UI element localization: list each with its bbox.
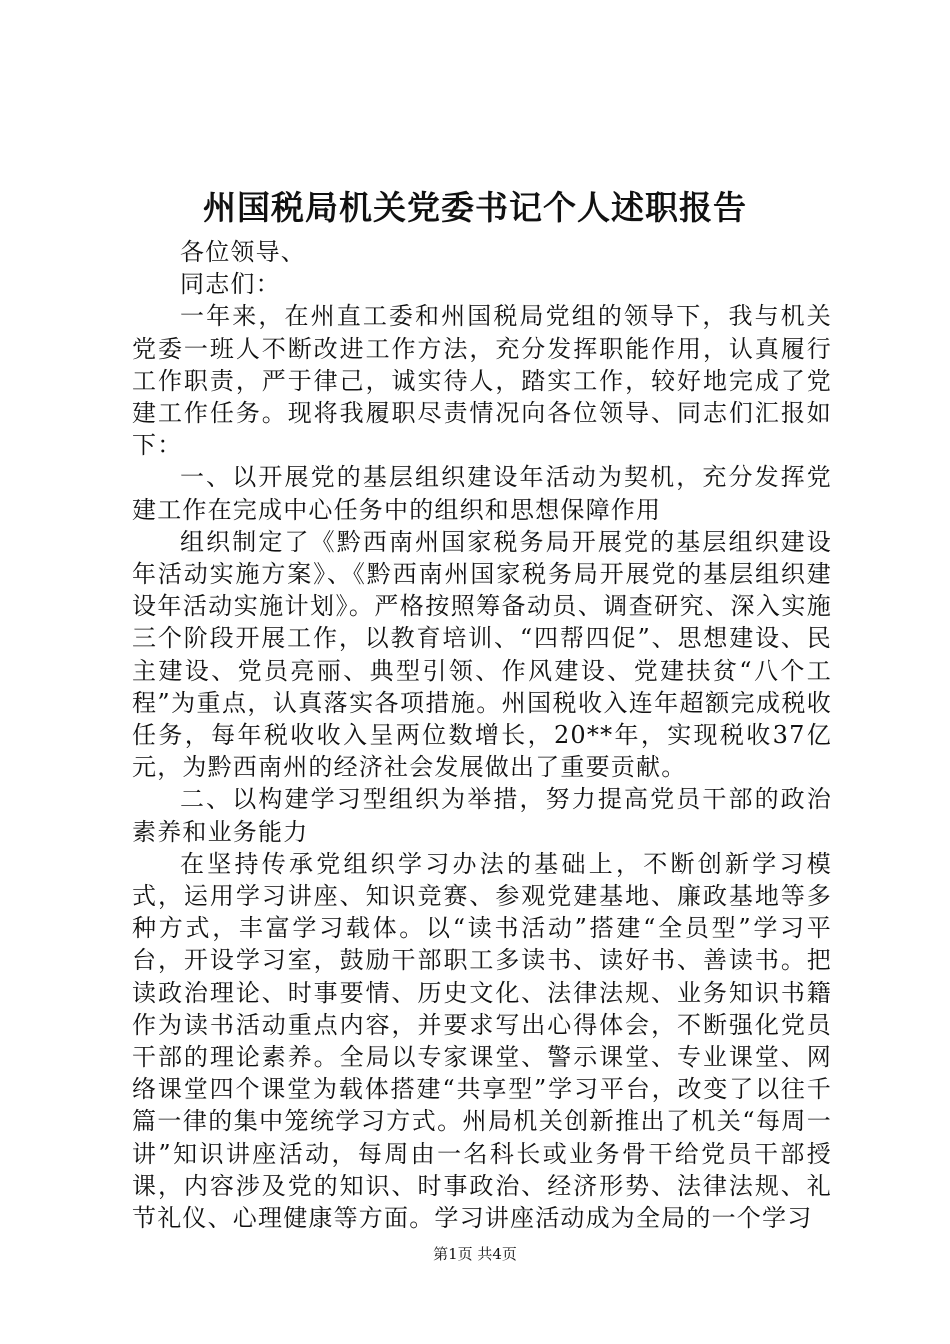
section-heading-1: 一、以开展党的基层组织建设年活动为契机，充分发挥党建工作在完成中心任务中的组织和思想保障作用: [132, 463, 832, 524]
section-1-paragraph: 组织制定了《黔西南州国家税务局开展党的基层组织建设年活动实施方案》、《黔西南州国家税务局开展党的基层组织建设年活动实施计划》。严格按照筹备动员、调查研究、深入实施三个阶段开展工作，以教育培训、“四帮四促”、思想建设、民主建设、党员亮丽、典型引领、作风建设、党建扶贫“八个工程”为重点，认真落实各项措施。州国税收入连年超额完成税收任务，每年税收收入呈两位数增长，20**年，实现税收37亿元，为黔西南州的经济社会发展做出了重要贡献。: [132, 527, 832, 782]
section-heading-2: 二、以构建学习型组织为举措，努力提高党员干部的政治素养和业务能力: [132, 785, 832, 846]
document-title: 州国税局机关党委书记个人述职报告: [203, 188, 747, 227]
page-footer: 第1页 共4页: [433, 1245, 517, 1263]
section-2-paragraph: 在坚持传承党组织学习办法的基础上，不断创新学习模式，运用学习讲座、知识竞赛、参观党建基地、廉政基地等多种方式，丰富学习载体。以“读书活动”搭建“全员型”学习平台，开设学习室，鼓励干部职工多读书、读好书、善读书。把读政治理论、时事要情、历史文化、法律法规、业务知识书籍作为读书活动重点内容，并要求写出心得体会，不断强化党员干部的理论素养。全局以专家课堂、警示课堂、专业课堂、网络课堂四个课堂为载体搭建“共享型”学习平台，改变了以往千篇一律的集中笼统学习方式。州局机关创新推出了机关“每周一讲”知识讲座活动，每周由一名科长或业务骨干给党员干部授课，内容涉及党的知识、时事政治、经济形势、法律法规、礼节礼仪、心理健康等方面。学习讲座活动成为全局的一个学习: [132, 849, 832, 1233]
intro-paragraph: 一年来，在州直工委和州国税局党组的领导下，我与机关党委一班人不断改进工作方法，充分发挥职能作用，认真履行工作职责，严于律己，诚实待人，踏实工作，较好地完成了党建工作任务。现将我履职尽责情况向各位领导、同志们汇报如下：: [132, 302, 832, 460]
salutation-line-1: 各位领导、: [180, 238, 306, 266]
salutation-line-2: 同志们：: [180, 270, 281, 299]
document-body: [132, 236, 832, 1234]
